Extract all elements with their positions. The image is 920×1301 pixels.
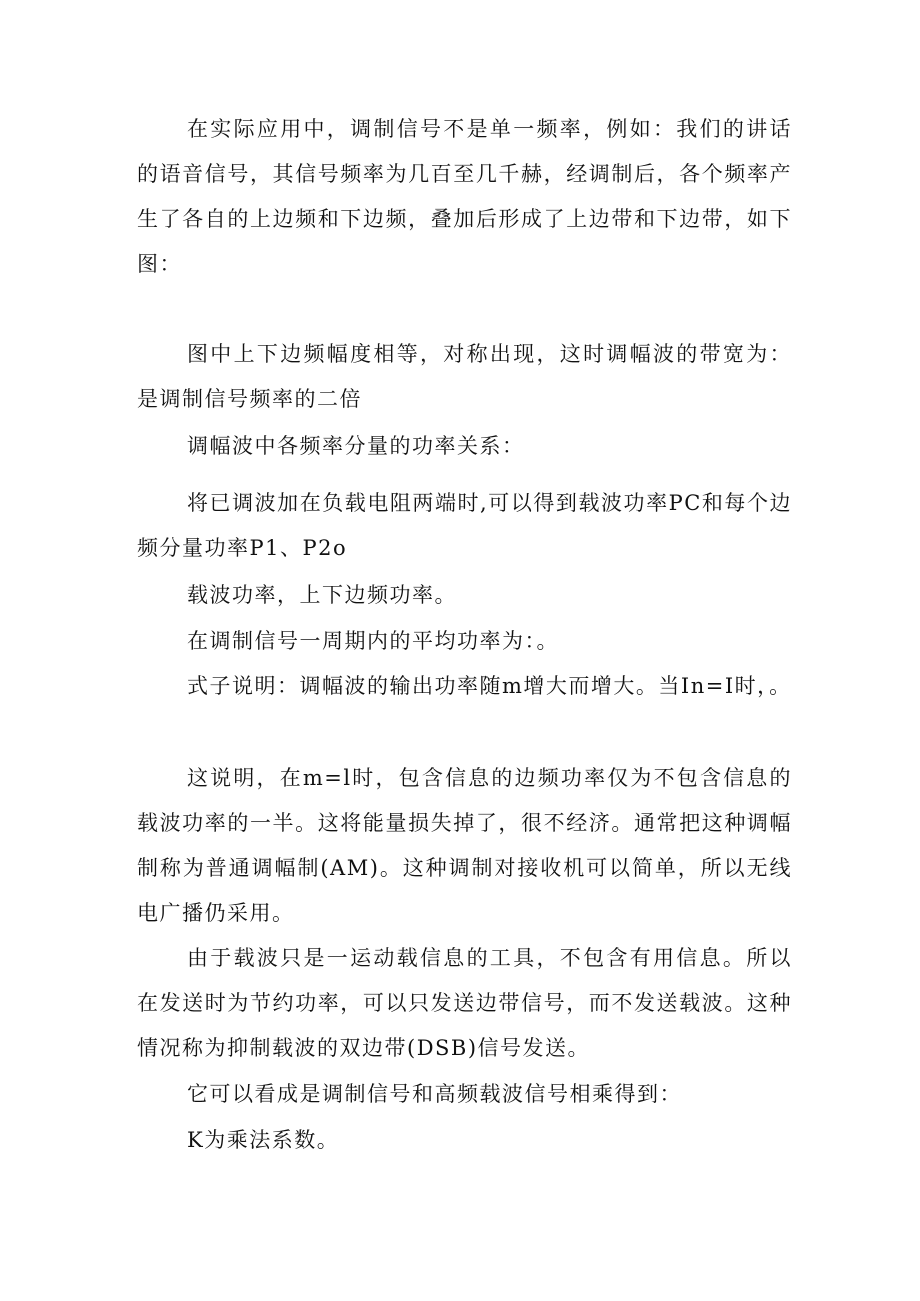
paragraph-formula-note: 式子说明：调幅波的输出功率随m增大而增大。当In=I时，。 — [187, 674, 792, 698]
paragraph-coefficient: K为乘法系数。 — [187, 1128, 340, 1152]
paragraph-power-heading: 调幅波中各频率分量的功率关系： — [187, 434, 525, 458]
paragraph-average-power: 在调制信号一周期内的平均功率为：。 — [187, 629, 559, 653]
paragraph-carrier-power: 载波功率，上下边频功率。 — [187, 583, 457, 607]
paragraph-dsb: 由于载波只是一运动载信息的工具，不包含有用信息。所以在发送时为节约功率，可以只发送边带信号，而不发送载波。这种情况称为抑制载波的双边带(DSB)信号发送。 — [137, 946, 792, 1060]
paragraph-load-power: 将已调波加在负载电阻两端时,可以得到载波功率PC和每个边频分量功率P1、P2o — [137, 491, 792, 560]
paragraph-multiplication: 它可以看成是调制信号和高频载波信号相乘得到： — [187, 1082, 682, 1106]
paragraph-bandwidth: 图中上下边频幅度相等，对称出现，这时调幅波的带宽为：是调制信号频率的二倍 — [137, 342, 792, 411]
paragraph-intro: 在实际应用中，调制信号不是单一频率，例如：我们的讲话的语音信号，其信号频率为几百至几千赫，经调制后，各个频率产生了各自的上边频和下边频，叠加后形成了上边带和下边带，如下图： — [137, 117, 792, 276]
paragraph-am-explanation: 这说明，在m=l时，包含信息的边频功率仅为不包含信息的载波功率的一半。这将能量损失掉了，很不经济。通常把这种调幅制称为普通调幅制(AM)。这种调制对接收机可以简单，所以无线电广播仍采用。 — [137, 766, 792, 925]
